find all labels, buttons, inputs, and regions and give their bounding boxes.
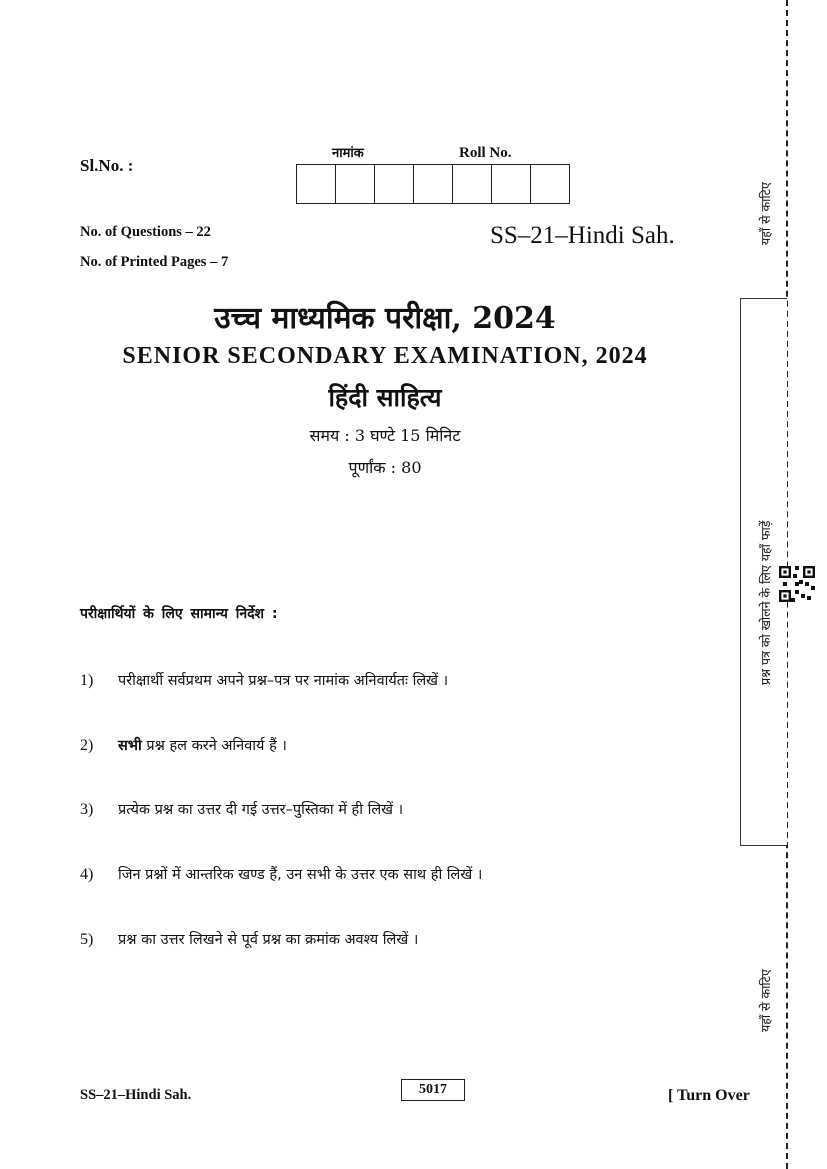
roll-digit-box[interactable] bbox=[453, 165, 492, 203]
instructions-heading: परीक्षार्थियों के लिए सामान्य निर्देश : bbox=[80, 606, 278, 622]
namank-label: नामांक bbox=[332, 146, 364, 161]
instruction-text: परीक्षार्थी सर्वप्रथम अपने प्रश्न–पत्र पर नामांक अनिवार्यतः लिखें । bbox=[118, 673, 449, 689]
instruction-text: प्रश्न का उत्तर लिखने से पूर्व प्रश्न का क्रमांक अवश्य लिखें । bbox=[118, 932, 419, 948]
roll-digit-box[interactable] bbox=[336, 165, 375, 203]
paper-code: SS–21–Hindi Sah. bbox=[490, 222, 675, 249]
turn-over-label: [ Turn Over bbox=[668, 1087, 750, 1104]
roll-no-label: Roll No. bbox=[459, 145, 512, 161]
instruction-item bbox=[80, 864, 482, 884]
roll-digit-box[interactable] bbox=[492, 165, 531, 203]
instruction-item bbox=[80, 799, 403, 819]
exam-title-hindi: उच्च माध्यमिक परीक्षा, 2024 bbox=[214, 301, 556, 336]
roll-digit-box[interactable] bbox=[297, 165, 336, 203]
roll-digit-box[interactable] bbox=[375, 165, 414, 203]
instruction-item bbox=[80, 670, 448, 690]
roll-number-boxes[interactable] bbox=[296, 164, 570, 204]
instruction-number: 4) bbox=[80, 866, 94, 883]
instruction-number: 5) bbox=[80, 931, 94, 948]
cut-here-top-label: यहाँ से काटिए bbox=[758, 182, 773, 245]
instruction-number: 3) bbox=[80, 801, 94, 818]
instruction-item bbox=[80, 929, 418, 949]
sl-no-label: Sl.No. : bbox=[80, 156, 134, 175]
question-count: No. of Questions – 22 bbox=[80, 224, 211, 240]
instruction-text: जिन प्रश्नों में आन्तरिक खण्ड हैं, उन सभी के उत्तर एक साथ ही लिखें । bbox=[118, 867, 483, 883]
roll-digit-box[interactable] bbox=[531, 165, 569, 203]
exam-title-english: SENIOR SECONDARY EXAMINATION, 2024 bbox=[122, 343, 648, 369]
cut-here-bottom-label: यहाँ से काटिए bbox=[758, 969, 773, 1032]
roll-digit-box[interactable] bbox=[414, 165, 453, 203]
qr-code-icon bbox=[779, 566, 815, 602]
exam-time: समय : 3 घण्टे 15 मिनिट bbox=[309, 426, 461, 445]
instruction-bold-word: सभी bbox=[118, 738, 142, 754]
total-marks: पूर्णांक : 80 bbox=[348, 458, 422, 477]
instruction-number: 1) bbox=[80, 672, 94, 689]
footer-box-number: 5017 bbox=[401, 1079, 465, 1101]
instruction-text: प्रश्न हल करने अनिवार्य हैं । bbox=[141, 738, 287, 754]
instruction-item bbox=[80, 735, 287, 755]
page-count: No. of Printed Pages – 7 bbox=[80, 254, 229, 270]
footer-paper-code: SS–21–Hindi Sah. bbox=[80, 1087, 192, 1103]
instruction-number: 2) bbox=[80, 737, 94, 754]
subject-title: हिंदी साहित्य bbox=[328, 383, 442, 412]
instruction-text: प्रत्येक प्रश्न का उत्तर दी गई उत्तर–पुस्तिका में ही लिखें । bbox=[118, 802, 404, 818]
tear-here-label: प्रश्न पत्र को खोलने के लिए यहाँ फाड़ें bbox=[758, 520, 773, 685]
